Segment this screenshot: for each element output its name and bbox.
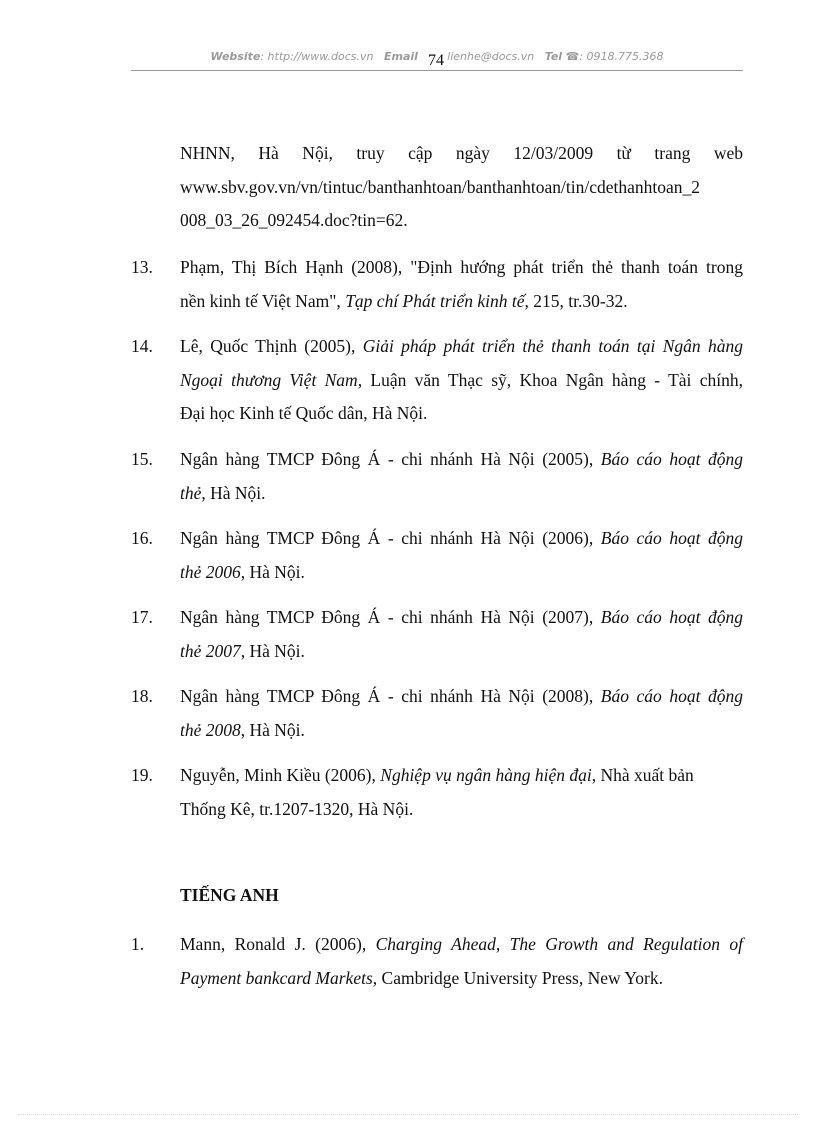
footer-divider (18, 1114, 798, 1115)
section-heading: TIẾNG ANH (180, 885, 279, 905)
book-title: Nghiệp vụ ngân hàng hiện đại (380, 765, 592, 785)
website-value: : http://www.docs.vn (260, 50, 374, 63)
page-number: 74 (428, 52, 444, 69)
continuation-line-3: 008_03_26_092454.doc?tin=62. (180, 210, 408, 230)
tel-label: Tel (544, 50, 563, 63)
report-title: Báo cáo hoạt động (600, 607, 743, 627)
website-label: Website (210, 50, 261, 63)
thesis-title: Giải pháp phát triển thẻ thanh toán tại Ngân hàng (362, 336, 743, 356)
reference-number: 16. (131, 528, 153, 548)
email-value: : lienhe@docs.vn (439, 50, 535, 63)
continuation-line-2: www.sbv.gov.vn/vn/tintuc/banthanhtoan/banthanhtoan/tin/cdethanhtoan_2 (180, 176, 701, 197)
reference-number: 18. (131, 686, 153, 706)
reference-number: 1. (131, 934, 145, 954)
reference-number: 14. (131, 336, 153, 356)
reference-number: 17. (131, 607, 153, 627)
reference-number: 13. (131, 257, 153, 277)
report-title: Báo cáo hoạt động (600, 449, 743, 469)
tel-value: : 0918.775.368 (579, 50, 664, 63)
report-title: Báo cáo hoạt động (600, 528, 743, 548)
continuation-line-1: NHNN, Hà Nội, truy cập ngày 12/03/2009 từ trang web (180, 143, 743, 163)
reference-number: 15. (131, 449, 153, 469)
book-title: Charging Ahead, The Growth and Regulation of (375, 934, 743, 954)
journal-title: Tạp chí Phát triển kinh tế (345, 290, 525, 311)
reference-number: 19. (131, 765, 153, 785)
email-label: Email (384, 50, 418, 63)
report-title: Báo cáo hoạt động (600, 686, 743, 706)
phone-icon: ☎ (565, 50, 580, 63)
